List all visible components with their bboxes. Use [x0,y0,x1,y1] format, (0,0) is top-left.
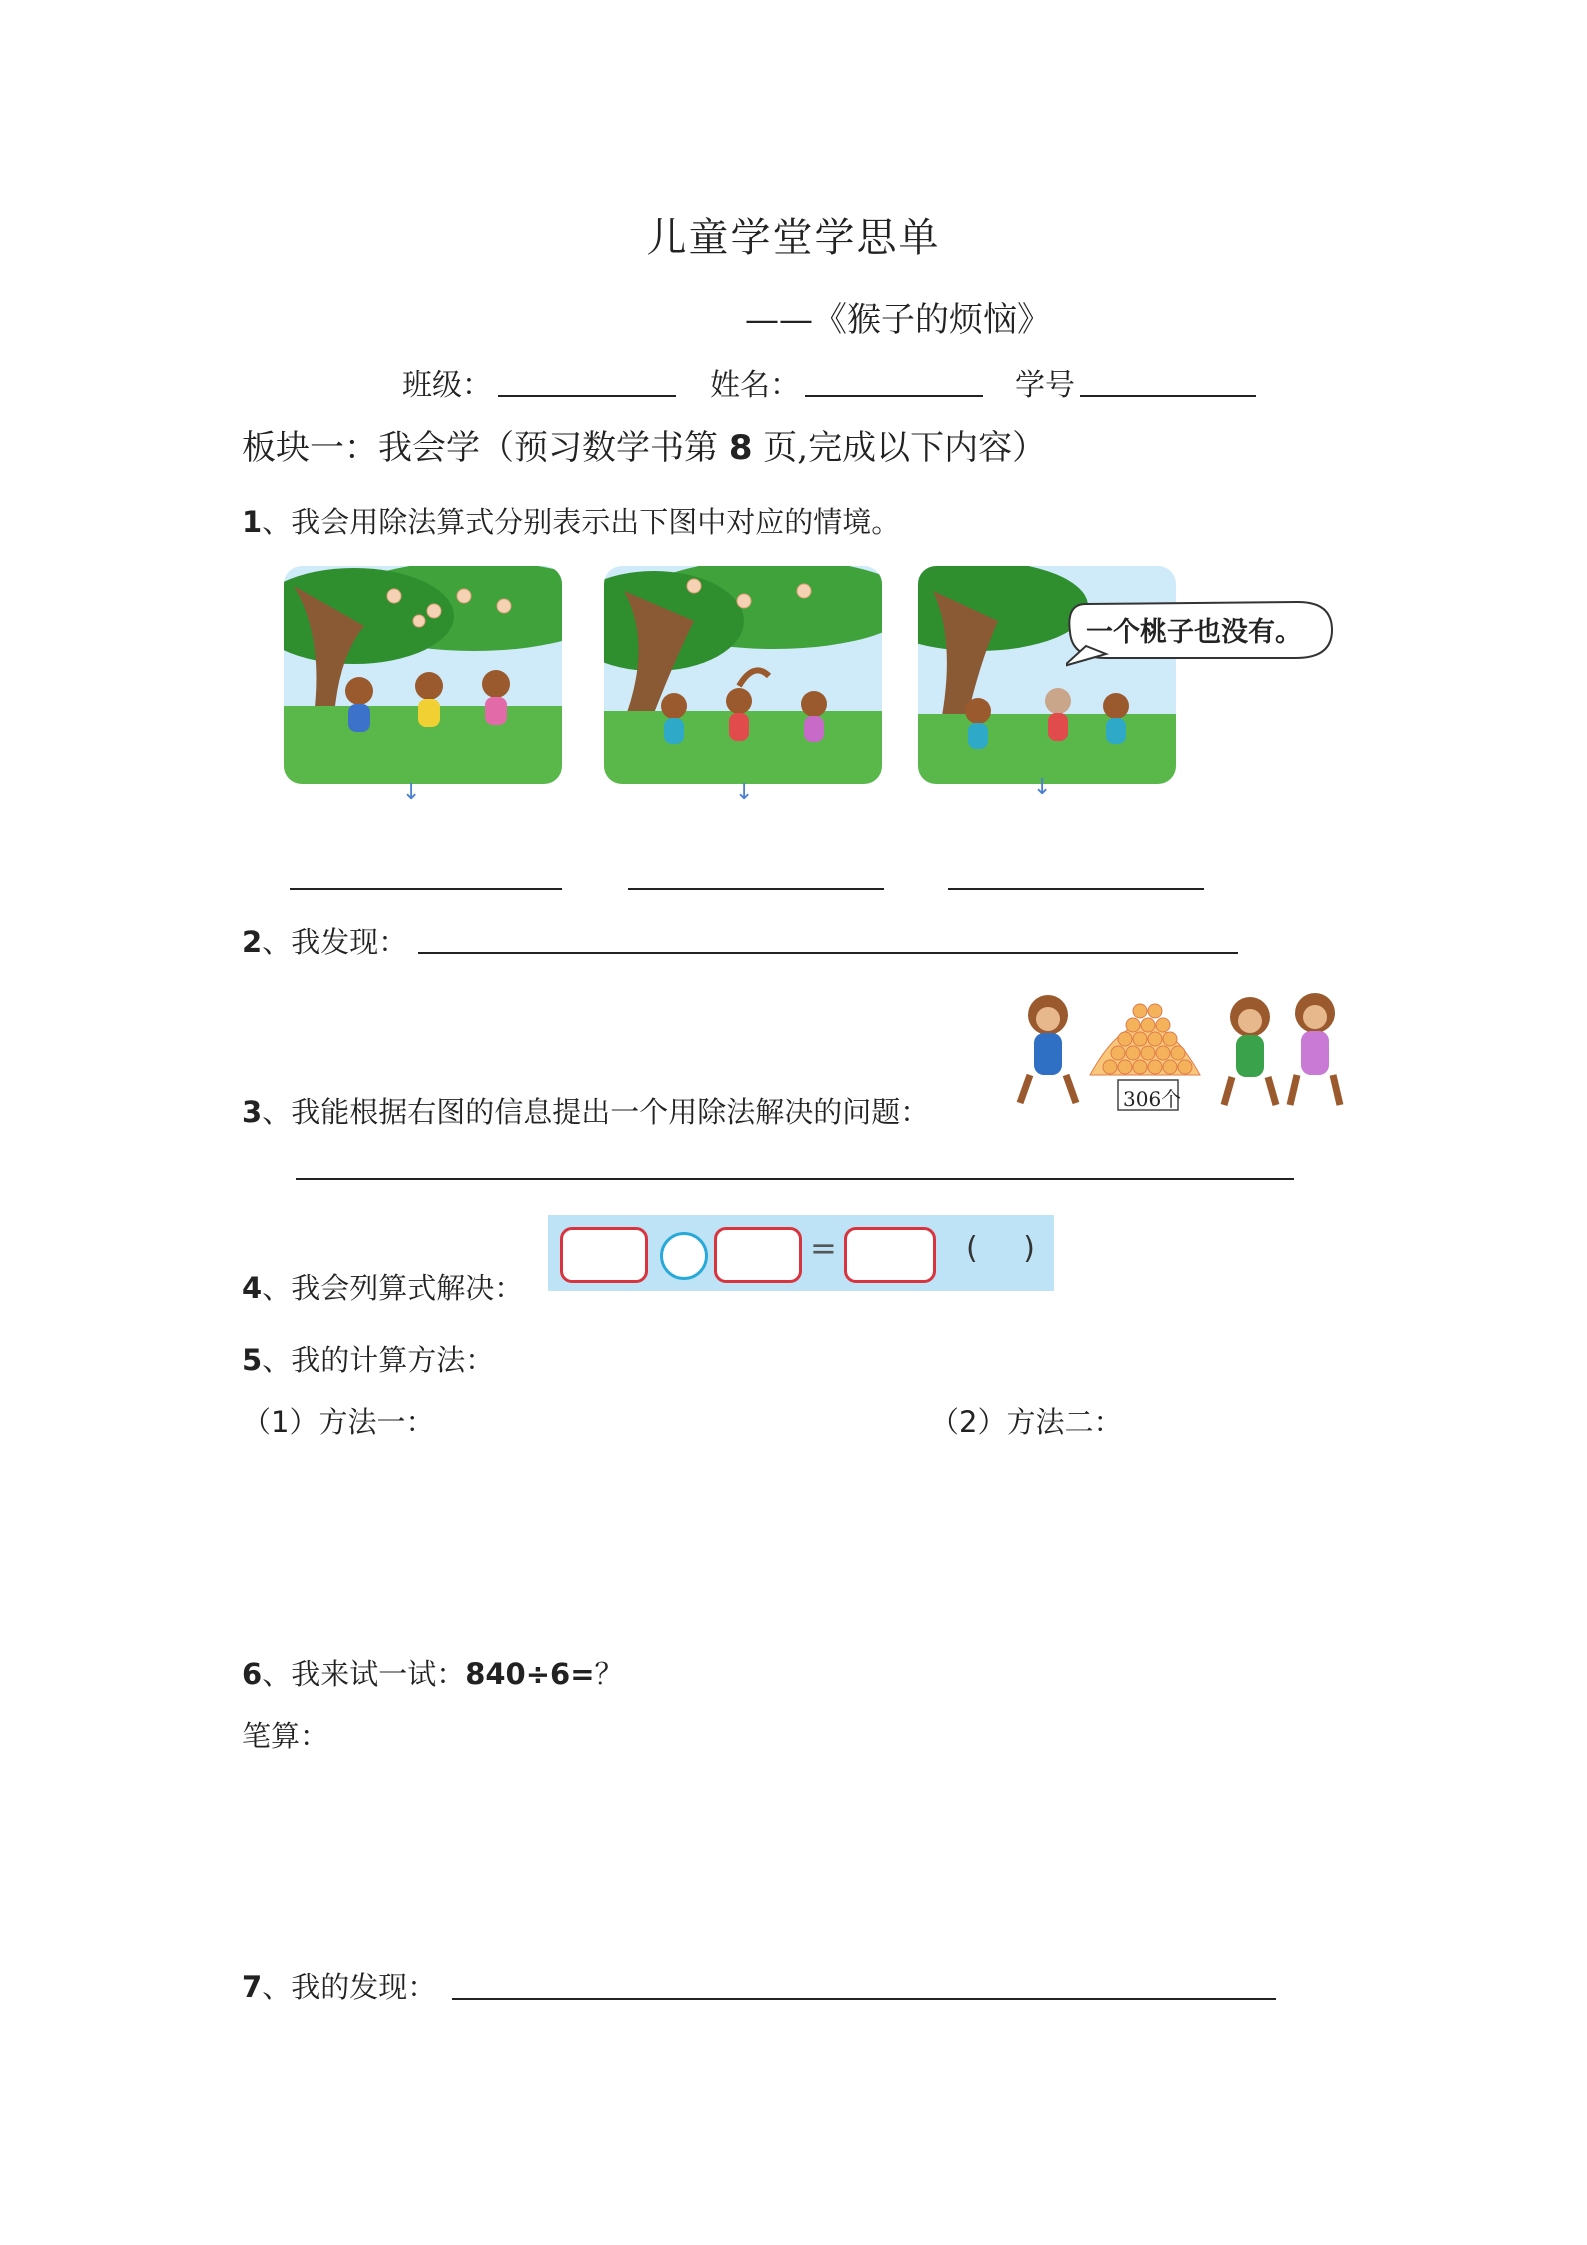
written-calculation-label: 笔算： [242,1719,330,1753]
quotient-box[interactable] [844,1227,936,1283]
peach-pile-count: 306个 [1123,1087,1182,1111]
scene-2-illustration [604,566,882,784]
question-4-text: 、我会列算式解决： [262,1271,524,1305]
question-6-number: 6 [242,1657,263,1691]
dividend-box[interactable] [560,1227,648,1283]
section-1-page-number: 8 [728,428,753,468]
scene-1-image [284,566,562,784]
class-field[interactable] [498,395,676,397]
answer-line-2[interactable] [628,888,884,890]
peach-pile-image [1010,975,1355,1120]
scene-2-image [604,566,882,784]
scene-1-illustration [284,566,562,784]
name-field[interactable] [805,395,983,397]
question-5-number: 5 [242,1343,263,1377]
divisor-box[interactable] [714,1227,802,1283]
section-1-heading-post: 页,完成以下内容） [763,428,1047,468]
question-2-number: 2 [242,925,263,959]
class-label: 班级： [402,368,492,403]
question-7-text: 、我的发现： [262,1970,437,2004]
question-1-number: 1 [242,505,263,539]
section-1-heading [242,420,1046,469]
worksheet-subtitle: ——《猴子的烦恼》 [745,300,1051,340]
question-5 [242,1338,494,1379]
section-1-heading-pre: 板块一：我会学（预习数学书第 [242,428,718,468]
equals-sign: = [810,1229,837,1267]
question-4-number: 4 [242,1271,263,1305]
scene-3-arrow-icon: ↓ [1033,775,1052,800]
question-7-answer-line[interactable] [452,1998,1276,2000]
answer-line-1[interactable] [290,888,562,890]
speech-bubble [1066,596,1336,668]
question-2-text: 、我发现： [262,925,408,959]
worksheet-title: 儿童学堂学思单 [646,215,941,261]
question-3 [242,1090,929,1131]
answer-line-3[interactable] [948,888,1204,890]
speech-bubble-text: 一个桃子也没有。 [1086,617,1302,648]
question-2 [242,920,407,961]
question-1-text: 、我会用除法算式分别表示出下图中对应的情境。 [262,505,901,539]
question-6-text: 、我来试一试： [262,1657,466,1691]
question-6 [242,1652,624,1693]
scene-2-arrow-icon: ↓ [735,780,754,805]
student-no-field[interactable] [1080,395,1256,397]
question-4 [242,1266,523,1307]
peach-pile-illustration [1010,975,1355,1120]
question-7 [242,1965,436,2006]
question-3-answer-line[interactable] [296,1178,1294,1180]
method-1-label: （1）方法一： [242,1405,435,1439]
question-3-text: 、我能根据右图的信息提出一个用除法解决的问题： [262,1095,930,1129]
question-7-number: 7 [242,1970,263,2004]
question-6-qmark: ？ [594,1657,624,1691]
question-6-expression: 840÷6= [465,1657,595,1691]
operator-circle[interactable] [660,1232,708,1280]
scene-1-arrow-icon: ↓ [402,780,421,805]
name-label: 姓名： [710,368,800,403]
question-2-answer-line[interactable] [418,952,1238,954]
question-1 [242,500,900,541]
unit-parentheses[interactable]: ( ) [966,1231,1053,1266]
question-3-number: 3 [242,1095,263,1129]
question-5-text: 、我的计算方法： [262,1343,495,1377]
equation-panel [548,1215,1054,1291]
method-2-label: （2）方法二： [930,1405,1123,1439]
student-no-label: 学号 [1015,368,1075,403]
